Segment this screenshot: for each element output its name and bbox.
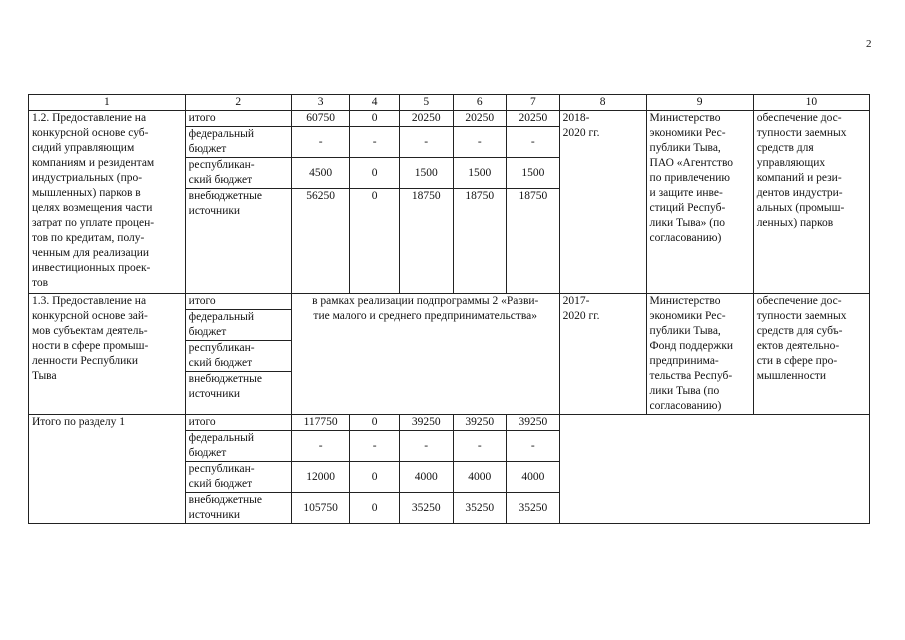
value-cell: 35250 xyxy=(507,493,560,524)
value-cell: - xyxy=(291,431,350,462)
program-measures-table xyxy=(28,94,870,524)
value-cell: 4000 xyxy=(507,462,560,493)
value-cell: - xyxy=(350,431,400,462)
value-cell: 39250 xyxy=(507,415,560,431)
col-header-5: 5 xyxy=(399,95,453,111)
table-row xyxy=(29,111,870,127)
value-cell: 117750 xyxy=(291,415,350,431)
col-header-3: 3 xyxy=(291,95,350,111)
value-cell: - xyxy=(291,127,350,158)
measure-1-3-result: обеспечение дос- тупности заемных средств для субъ- ектов деятельно- сти в сфере про- мышленности xyxy=(753,294,869,415)
value-cell: 20250 xyxy=(399,111,453,127)
col-header-7: 7 xyxy=(507,95,560,111)
source-label: внебюджетные источники xyxy=(185,189,291,294)
value-cell: - xyxy=(453,431,507,462)
column-numbers-row xyxy=(29,95,870,111)
value-cell: 35250 xyxy=(399,493,453,524)
source-label: итого xyxy=(185,415,291,431)
col-header-9: 9 xyxy=(646,95,753,111)
source-label: итого xyxy=(185,111,291,127)
value-cell: 39250 xyxy=(453,415,507,431)
value-cell: - xyxy=(350,127,400,158)
measure-1-3-name: 1.3. Предоставление на конкурсной основе зай- мов субъектам деятель- ности в сфере промыш- ленности Республики Тыва xyxy=(29,294,186,415)
measure-1-2-executor: Министерство экономики Рес- публики Тыва, ПАО «Агентство по привлечению и защите инве- стиций Респуб- лики Тыва» (по согласованию) xyxy=(646,111,753,294)
measure-1-3-period: 2017- 2020 гг. xyxy=(559,294,646,415)
col-header-10: 10 xyxy=(753,95,869,111)
value-cell: 1500 xyxy=(399,158,453,189)
value-cell: - xyxy=(399,431,453,462)
source-label: внебюджетные источники xyxy=(185,493,291,524)
col-header-1: 1 xyxy=(29,95,186,111)
table-row xyxy=(29,415,870,431)
value-cell: 0 xyxy=(350,493,400,524)
page-number: 2 xyxy=(866,38,872,50)
source-label: итого xyxy=(185,294,291,310)
value-cell: 1500 xyxy=(507,158,560,189)
source-label: республикан- ский бюджет xyxy=(185,462,291,493)
value-cell: 0 xyxy=(350,189,400,294)
empty-cell xyxy=(559,415,869,524)
value-cell: 0 xyxy=(350,415,400,431)
source-label: федеральный бюджет xyxy=(185,431,291,462)
source-label: федеральный бюджет xyxy=(185,310,291,341)
measure-1-3-executor: Министерство экономики Рес- публики Тыва, Фонд поддержки предпринима- тельства Респуб- лики Тыва (по согласованию) xyxy=(646,294,753,415)
measure-1-2-name: 1.2. Предоставление на конкурсной основе суб- сидий управляющим компаниям и резидентам индустриальных (про- мышленных) парков в целях возмещения части затрат по уплате процен- тов по кредитам, полу- ченным для реализации инвестиционных проек- тов xyxy=(29,111,186,294)
value-cell: 18750 xyxy=(453,189,507,294)
value-cell: 0 xyxy=(350,111,400,127)
table-row xyxy=(29,294,870,310)
value-cell: 56250 xyxy=(291,189,350,294)
col-header-2: 2 xyxy=(185,95,291,111)
value-cell: - xyxy=(507,431,560,462)
value-cell: 4000 xyxy=(453,462,507,493)
value-cell: - xyxy=(399,127,453,158)
measure-1-2-result: обеспечение дос- тупности заемных средств для управляющих компаний и рези- дентов индустри- альных (промыш- ленных) парков xyxy=(753,111,869,294)
value-cell: 39250 xyxy=(399,415,453,431)
value-cell: 4000 xyxy=(399,462,453,493)
subprogram-note: в рамках реализации подпрограммы 2 «Разви- тие малого и среднего предпринимательства» xyxy=(291,294,559,415)
source-label: федеральный бюджет xyxy=(185,127,291,158)
source-label: республикан- ский бюджет xyxy=(185,158,291,189)
value-cell: 20250 xyxy=(453,111,507,127)
value-cell: - xyxy=(507,127,560,158)
value-cell: 60750 xyxy=(291,111,350,127)
value-cell: 20250 xyxy=(507,111,560,127)
value-cell: 18750 xyxy=(507,189,560,294)
col-header-6: 6 xyxy=(453,95,507,111)
source-label: республикан- ский бюджет xyxy=(185,341,291,372)
value-cell: 18750 xyxy=(399,189,453,294)
source-label: внебюджетные источники xyxy=(185,372,291,415)
value-cell: 12000 xyxy=(291,462,350,493)
col-header-8: 8 xyxy=(559,95,646,111)
col-header-4: 4 xyxy=(350,95,400,111)
value-cell: - xyxy=(453,127,507,158)
value-cell: 35250 xyxy=(453,493,507,524)
measure-1-2-period: 2018- 2020 гг. xyxy=(559,111,646,294)
total-section-name: Итого по разделу 1 xyxy=(29,415,186,524)
value-cell: 105750 xyxy=(291,493,350,524)
value-cell: 1500 xyxy=(453,158,507,189)
value-cell: 4500 xyxy=(291,158,350,189)
value-cell: 0 xyxy=(350,462,400,493)
value-cell: 0 xyxy=(350,158,400,189)
